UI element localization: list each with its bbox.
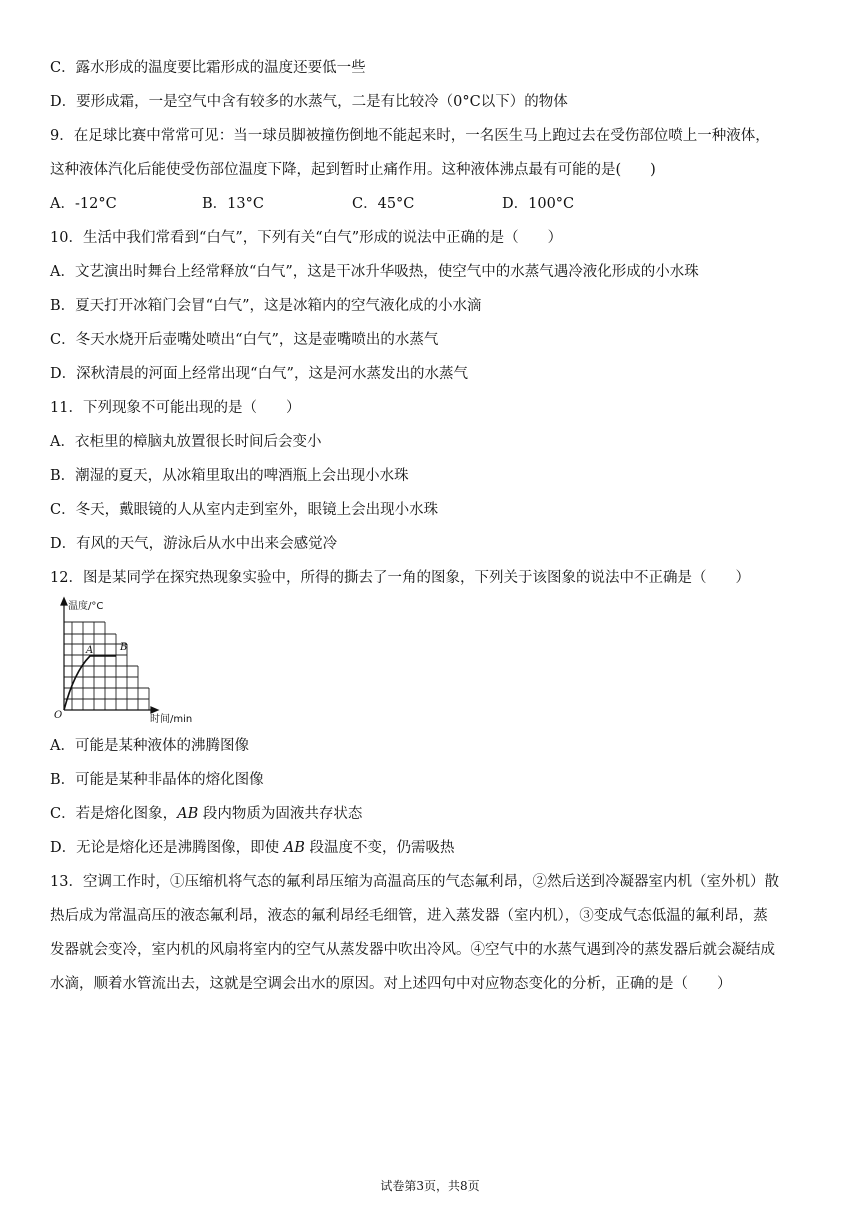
q12-option-c <box>50 804 362 824</box>
q12-option-d <box>50 838 454 858</box>
q9-option-b: B．13°C <box>202 196 264 212</box>
graph-origin-label: O <box>54 710 63 721</box>
q11-option-a: A．衣柜里的樟脑丸放置很长时间后会变小 <box>50 434 322 450</box>
graph-point-a-label: A <box>86 645 94 656</box>
q10-option-b: B．夏天打开冰箱门会冒“白气”，这是冰箱内的空气液化成的小水滴 <box>50 298 482 314</box>
q11-stem: 11．下列现象不可能出现的是（ ） <box>50 400 301 416</box>
q11-option-d: D．有风的天气，游泳后从水中出来会感觉冷 <box>50 536 338 552</box>
q8-option-c: C．露水形成的温度要比霜形成的温度还要低一些 <box>50 60 366 76</box>
q12-option-d-prefix: D．无论是熔化还是沸腾图像，即使 <box>50 840 284 856</box>
page-footer: 试卷第3页，共8页 <box>380 1179 480 1193</box>
q13-line-1: 13．空调工作时，①压缩机将气态的氟利昂压缩为高温高压的气态氟利昂，②然后送到冷凝器室内机（室外机）散 <box>50 874 779 890</box>
q12-torn-graph <box>50 594 230 724</box>
graph-point-b-label: B <box>120 642 128 653</box>
q8-option-d: D．要形成霜，一是空气中含有较多的水蒸气，二是有比较冷（0°C以下）的物体 <box>50 94 568 110</box>
q12-option-c-prefix: C．若是熔化图象， <box>50 806 178 822</box>
q11-option-c: C．冬天，戴眼镜的人从室内走到室外，眼镜上会出现小水珠 <box>50 502 439 518</box>
q10-option-a: A．文艺演出时舞台上经常释放“白气”，这是干冰升华吸热，使空气中的水蒸气遇冷液化形成的小水珠 <box>50 264 699 280</box>
graph-grid <box>64 622 149 710</box>
q13-line-3: 发器就会变冷，室内机的风扇将室内的空气从蒸发器中吹出冷风。④空气中的水蒸气遇到冷的蒸发器后就会凝结成 <box>50 942 775 958</box>
q12-graph-svg <box>50 594 230 724</box>
q9-options <box>50 194 810 214</box>
q10-option-c: C．冬天水烧开后壶嘴处喷出“白气”，这是壶嘴喷出的水蒸气 <box>50 332 439 348</box>
q12-option-c-suffix: 段内物质为固液共存状态 <box>198 806 363 822</box>
q12-option-a: A．可能是某种液体的沸腾图像 <box>50 738 249 754</box>
q10-stem: 10．生活中我们常看到“白气”，下列有关“白气”形成的说法中正确的是（ ） <box>50 230 563 246</box>
q9-stem-line-1: 9．在足球比赛中常常可见：当一球员脚被撞伤倒地不能起来时，一名医生马上跑过去在受伤部位喷上一种液体， <box>50 128 770 144</box>
q10-option-d: D．深秋清晨的河面上经常出现“白气”，这是河水蒸发出的水蒸气 <box>50 366 468 382</box>
q12-stem: 12．图是某同学在探究热现象实验中，所得的撕去了一角的图象，下列关于该图象的说法中不正确是（ ） <box>50 570 750 586</box>
q12-option-b: B．可能是某种非晶体的熔化图像 <box>50 772 264 788</box>
q9-option-d: D．100°C <box>502 196 575 212</box>
q12-option-d-suffix: 段温度不变，仍需吸热 <box>304 840 455 856</box>
q12-option-c-segment: AB <box>177 806 199 822</box>
graph-y-label: 温度/°C <box>68 601 104 612</box>
q12-option-d-segment: AB <box>283 840 305 856</box>
q11-option-b: B．潮湿的夏天，从冰箱里取出的啤酒瓶上会出现小水珠 <box>50 468 409 484</box>
q13-line-2: 热后成为常温高压的液态氟利昂，液态的氟利昂经毛细管，进入蒸发器（室内机），③变成气态低温的氟利昂，蒸 <box>50 908 768 924</box>
q13-line-4: 水滴，顺着水管流出去，这就是空调会出水的原因。对上述四句中对应物态变化的分析，正确的是（ ） <box>50 976 732 992</box>
q9-stem-line-2: 这种液体汽化后能使受伤部位温度下降，起到暂时止痛作用。这种液体沸点最有可能的是( ) <box>50 162 656 178</box>
graph-x-label: 时间/min <box>150 714 193 724</box>
q9-option-c: C．45°C <box>352 196 415 212</box>
q9-option-a: A．-12°C <box>50 196 117 212</box>
